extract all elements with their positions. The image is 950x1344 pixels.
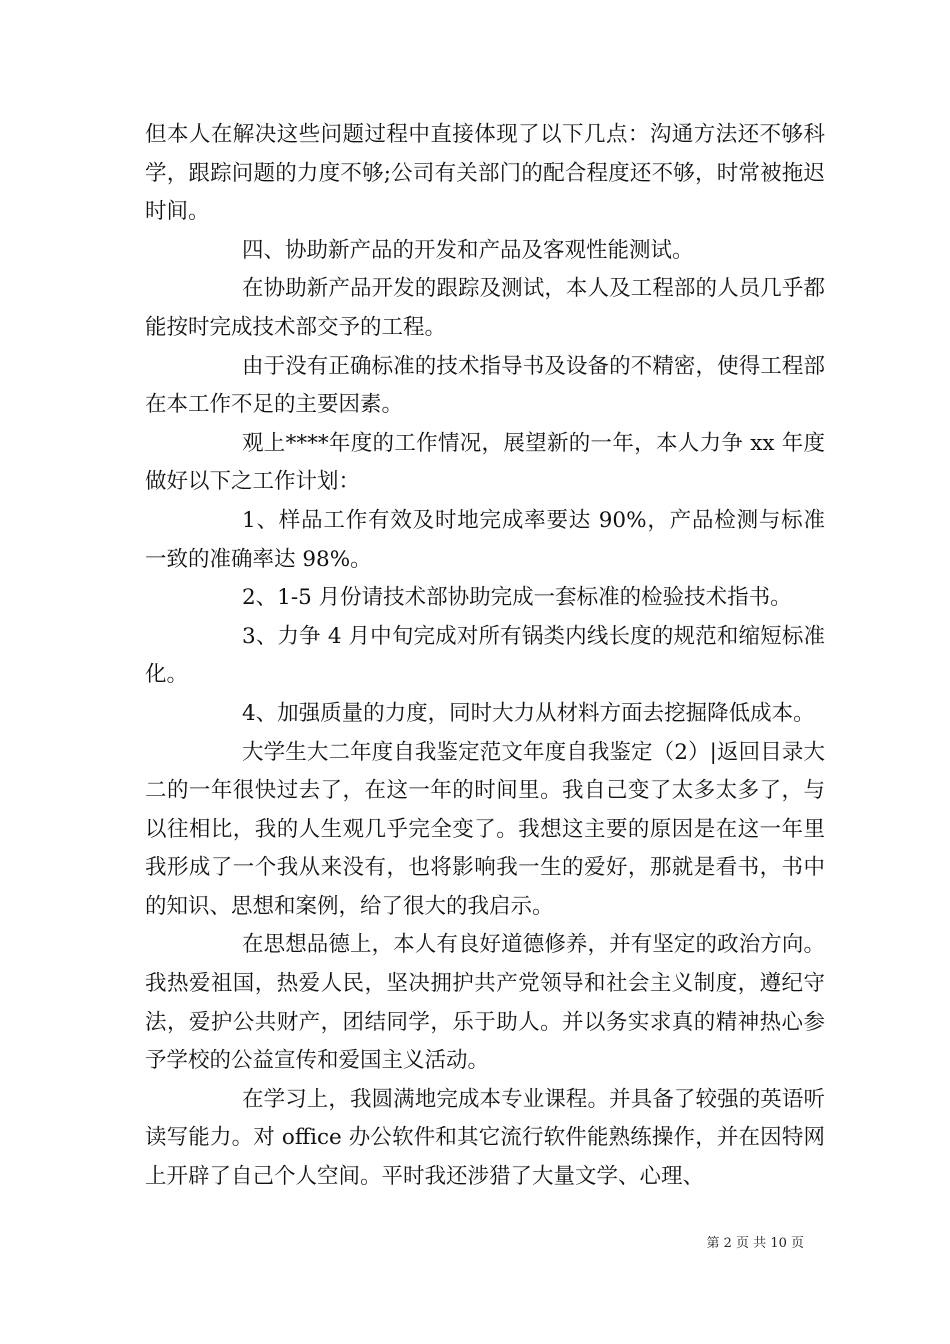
paragraph: 观上****年度的工作情况，展望新的一年，本人力争 xx 年度做好以下之工作计划： [145,430,825,495]
paragraph: 在协助新产品开发的跟踪及测试，本人及工程部的人员几乎都能按时完成技术部交予的工程。 [145,276,825,340]
page-number: 第 2 页 共 10 页 [706,1236,804,1251]
section-heading-4: 四、协助新产品的开发和产品及客观性能测试。 [242,237,694,263]
plan-item-1: 1、样品工作有效及时地完成率要达 90%，产品检测与标准一致的准确率达 98%。 [145,507,825,572]
paragraph: 大学生大二年度自我鉴定范文年度自我鉴定（2）|返回目录大二的一年很快过去了，在这一年的时间里。我自己变了太多太多了，与以往相比，我的人生观几乎完全变了。我想这主要的原因是在这一年里我形成了一个我从来没有，也将影响我一生的爱好，那就是看书，书中的知识、思想和案例，给了很大的我启示。 [145,739,825,919]
paragraph: 由于没有正确标准的技术指导书及设备的不精密，使得工程部在本工作不足的主要因素。 [145,353,825,418]
paragraph: 在学习上，我圆满地完成本专业课程。并具备了较强的英语听读写能力。对 office 办公软件和其它流行软件能熟练操作，并在因特网上开辟了自己个人空间。平时我还涉猎了大量文学、心理、 [145,1086,825,1190]
paragraph: 在思想品德上，本人有良好道德修养，并有坚定的政治方向。我热爱祖国，热爱人民，坚决拥护共产党领导和社会主义制度，遵纪守法，爱护公共财产，团结同学，乐于助人。并以务实求真的精神热心参予学校的公益宣传和爱国主义活动。 [145,932,825,1074]
plan-item-3: 3、力争 4 月中旬完成对所有锅类内线长度的规范和缩短标准化。 [145,623,825,688]
plan-item-2: 2、1-5 月份请技术部协助完成一套标准的检验技术指书。 [242,585,792,611]
paragraph-continuation: 但本人在解决这些问题过程中直接体现了以下几点：沟通方法还不够科学，跟踪问题的力度不够;公司有关部门的配合程度还不够，时常被拖迟时间。 [145,122,825,225]
document-body [145,116,825,1197]
plan-item-4: 4、加强质量的力度，同时大力从材料方面去挖掘降低成本。 [242,700,815,726]
